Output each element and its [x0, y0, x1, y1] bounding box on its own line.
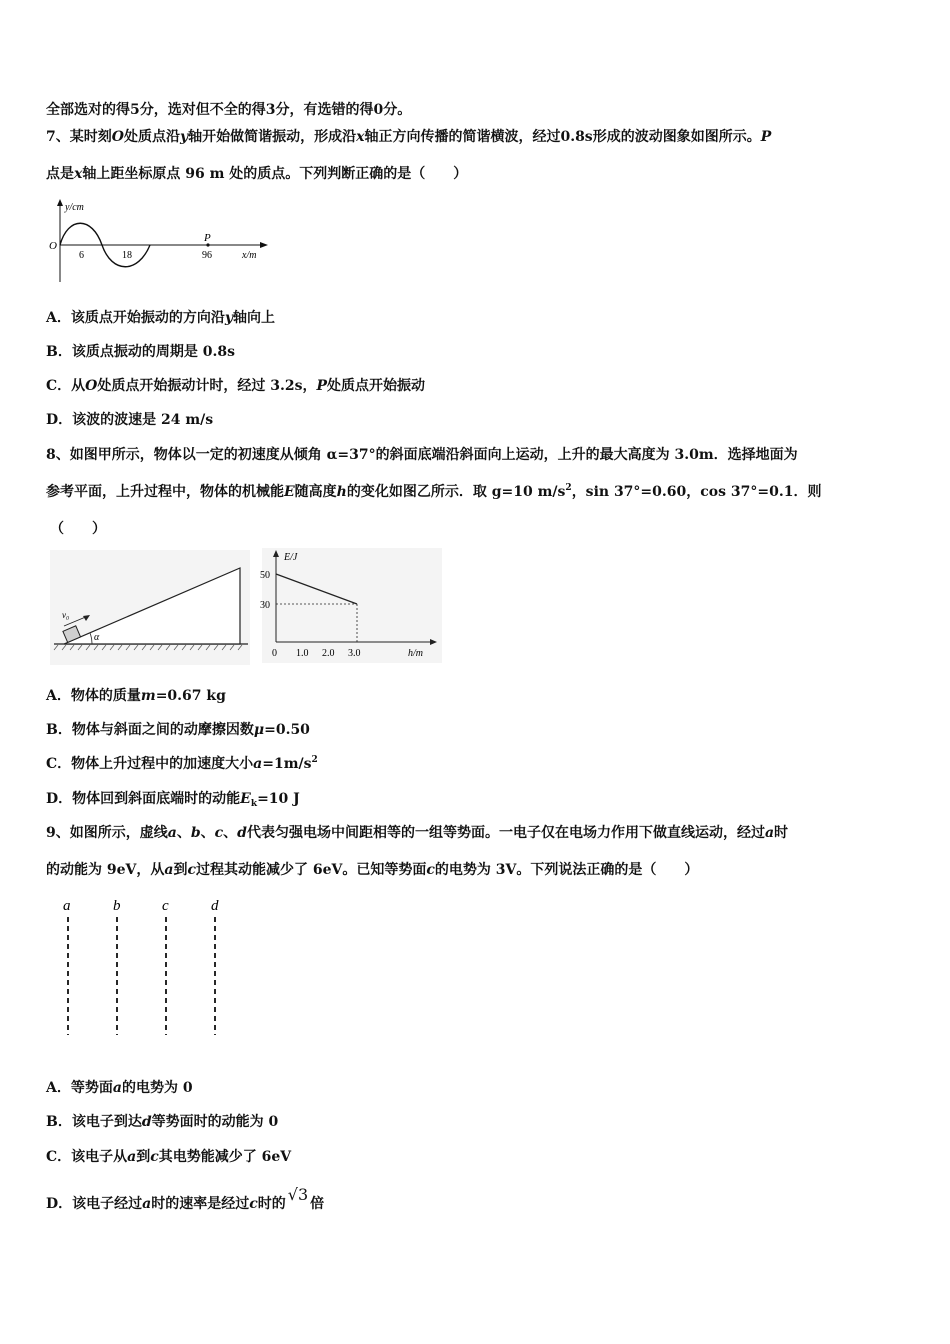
q9-equipotential-figure: [52, 895, 242, 1040]
q9-option-c[interactable]: C．该电子从a到c其电势能减少了 6eV: [46, 1149, 292, 1165]
q7-stem-line-2: 点是x轴上距坐标原点 96 m 处的质点。下列判断正确的是（ ）: [46, 166, 468, 182]
q9-option-a[interactable]: A．等势面a的电势为 0: [46, 1080, 193, 1096]
q9-option-d[interactable]: D．该电子经过a时的速率是经过c时的 √3 倍: [46, 1185, 325, 1212]
tick-18: 18: [122, 250, 132, 261]
q8-stem-line-3: （ ）: [50, 521, 106, 537]
q8-stem-line-2: 参考平面，上升过程中，物体的机械能E随高度h的变化如图乙所示．取 g=10 $m/s^2$，sin 37°=0.60，cos 37°=0.1．则: [46, 483, 822, 500]
q8-option-b[interactable]: B．物体与斜面之间的动摩擦因数μ=0.50: [46, 722, 310, 738]
tick-6: 6: [79, 250, 84, 261]
label-c: c: [162, 898, 169, 914]
q9-stem-line-2: 的动能为 9eV，从a到c过程其动能减少了 6eV。已知等势面c的电势为 3V。下列说法正确的是（ ）: [46, 862, 699, 878]
q8-option-d[interactable]: D．物体回到斜面底端时的动能$E_k=10$ J: [46, 791, 300, 809]
energy-graph-background: [262, 548, 442, 663]
x-axis-label: x/m: [242, 250, 257, 261]
label-a: a: [63, 898, 71, 914]
q7-wave-graph: [46, 196, 276, 286]
sqrt-3: √3: [287, 1185, 309, 1204]
q9-stem-line-1: 9、如图所示，虚线a、b、c、d代表匀强电场中间距相等的一组等势面。一电子仅在电场力作用下做直线运动，经过a时: [46, 825, 789, 841]
q7-stem-line-1: 7、某时刻O处质点沿y轴开始做简谐振动，形成沿x轴正方向传播的简谐横波，经过0.8s形成的波动图象如图所示。P: [46, 129, 772, 145]
q9-option-b[interactable]: B．该电子到达d等势面时的动能为 0: [46, 1114, 279, 1130]
tick-50: 50: [260, 570, 270, 581]
q7-option-d[interactable]: D．该波的波速是 24 m/s: [46, 412, 214, 428]
e-axis-label: E/J: [284, 552, 298, 563]
angle-label: α: [94, 632, 100, 643]
y-axis-arrow: [57, 199, 63, 206]
tick-96: 96: [202, 250, 212, 261]
q8-stem-line-1: 8、如图甲所示，物体以一定的初速度从倾角 α=37°的斜面底端沿斜面向上运动，上升的最大高度为 3.0m．选择地面为: [46, 447, 798, 463]
label-d: d: [211, 898, 219, 914]
tick-h-1: 1.0: [296, 648, 309, 659]
tick-h-2: 2.0: [322, 648, 335, 659]
tick-30: 30: [260, 600, 270, 611]
q8-energy-graph: [262, 548, 442, 663]
tick-h-0: 0: [272, 648, 277, 659]
x-axis-arrow: [260, 242, 268, 248]
instruction-line: 全部选对的得5分，选对但不全的得3分，有选错的得0分。: [46, 102, 412, 118]
q8-option-c[interactable]: C．物体上升过程中的加速度大小$a=1m/s^2$: [46, 755, 318, 772]
point-p-label: P: [204, 232, 211, 244]
q7-option-a[interactable]: A．该质点开始振动的方向沿y轴向上: [46, 310, 276, 326]
h-axis-label: h/m: [408, 648, 423, 659]
label-b: b: [113, 898, 121, 914]
velocity-label: v₀: [62, 610, 70, 620]
q7-option-b[interactable]: B．该质点振动的周期是 0.8s: [46, 344, 235, 360]
y-axis-label: y/cm: [65, 202, 84, 213]
q7-option-c[interactable]: C．从O处质点开始振动计时，经过 3.2s，P处质点开始振动: [46, 378, 426, 394]
q8-incline-figure: [50, 550, 250, 665]
tick-h-3: 3.0: [348, 648, 361, 659]
origin-label: O: [49, 240, 57, 252]
q8-option-a[interactable]: A．物体的质量m=0.67 kg: [46, 688, 226, 704]
